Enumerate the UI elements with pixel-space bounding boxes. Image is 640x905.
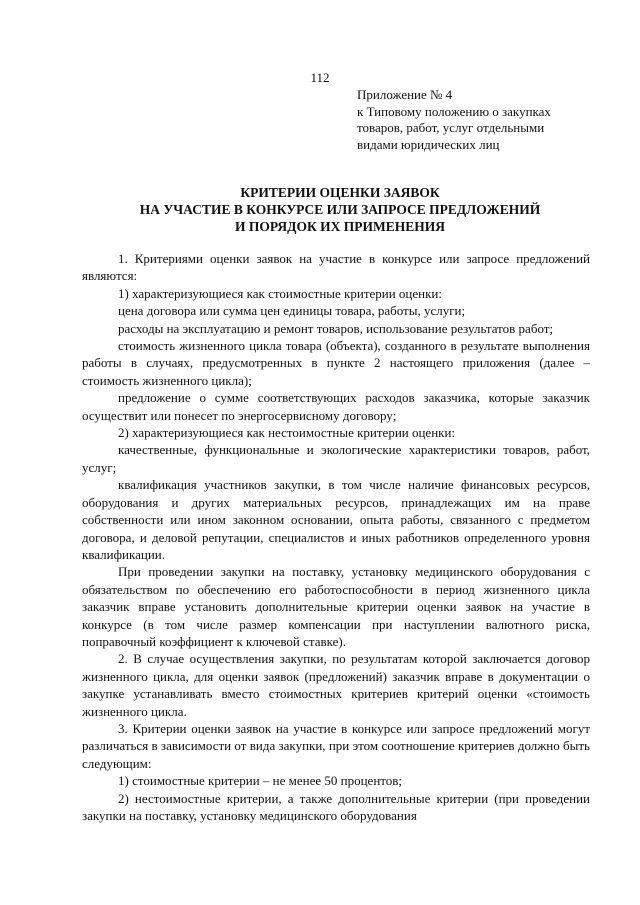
appendix-line: Приложение № 4 (357, 87, 453, 102)
appendix-line: товаров, работ, услуг отдельными (357, 120, 545, 135)
paragraph: 1) характеризующиеся как стоимостные критерии оценки: (118, 285, 442, 301)
page-number: 112 (310, 70, 330, 85)
paragraph: 1. Критериями оценки заявок на участие в конкурсе или запросе предложений являются: (82, 251, 590, 284)
document-title (60, 184, 620, 235)
title-line: НА УЧАСТИЕ В КОНКУРСЕ ИЛИ ЗАПРОСЕ ПРЕДЛОЖЕНИЙ (139, 202, 541, 217)
paragraph: При проведении закупки на поставку, установку медицинского оборудования с обязательством по обеспечению его работоспособности в период жизненного цикла заказчик вправе установить дополнительные критерии оценки заявок на участие в конкурсе (в том числе размер компенсации при наступлении валютного риска, поправочный коэффициент к ключевой ставке). (82, 564, 590, 649)
paragraph: 1) стоимостные критерии – не менее 50 процентов; (118, 773, 403, 789)
paragraph: 3. Критерии оценки заявок на участие в конкурсе или запросе предложений могут различаться в зависимости от вида закупки, при этом соотношение критериев должно быть следующим: (82, 720, 590, 771)
paragraph: стоимость жизненного цикла товара (объекта), созданного в результате выполнения работы в случаях, предусмотренных в пункте 2 настоящего приложения (далее – стоимость жизненного цикла); (82, 338, 590, 388)
paragraph: предложение о сумме соответствующих расходов заказчика, которые заказчик осуществит или понесет по энергосервисному договору; (82, 390, 590, 423)
paragraph: цена договора или сумма цен единицы товара, работы, услуги; (118, 303, 466, 319)
title-line: КРИТЕРИИ ОЦЕНКИ ЗАЯВОК (240, 185, 440, 200)
paragraph: квалификация участников закупки, в том числе наличие финансовых ресурсов, оборудования и других материальных ресурсов, принадлежащих им на праве собственности или ином законном основании, опыта работы, связанного с предметом договора, и деловой репутации, специалистов и иных работников определенного уровня квалификации. (82, 477, 590, 562)
paragraph: 2. В случае осуществления закупки, по результатам которой заключается договор жизненного цикла, для оценки заявок (предложений) заказчик вправе в документации о закупке устанавливать вместо стоимостных критериев критерий оценки «стоимость жизненного цикла. (82, 651, 590, 719)
document-body (82, 250, 590, 824)
appendix-line: видами юридических лиц (357, 136, 500, 152)
paragraph: 2) характеризующиеся как нестоимостные критерии оценки: (118, 425, 456, 441)
paragraph: расходы на эксплуатацию и ремонт товаров, использование результатов работ; (118, 320, 554, 336)
title-line: И ПОРЯДОК ИХ ПРИМЕНЕНИЯ (234, 219, 446, 234)
paragraph: качественные, функциональные и экологические характеристики товаров, работ, услуг; (82, 442, 590, 475)
paragraph: 2) нестоимостные критерии, а также дополнительные критерии (при проведении закупки на поставку, установку медицинского оборудования (82, 790, 590, 823)
appendix-note (357, 87, 607, 153)
appendix-line: к Типовому положению о закупках (357, 103, 551, 119)
